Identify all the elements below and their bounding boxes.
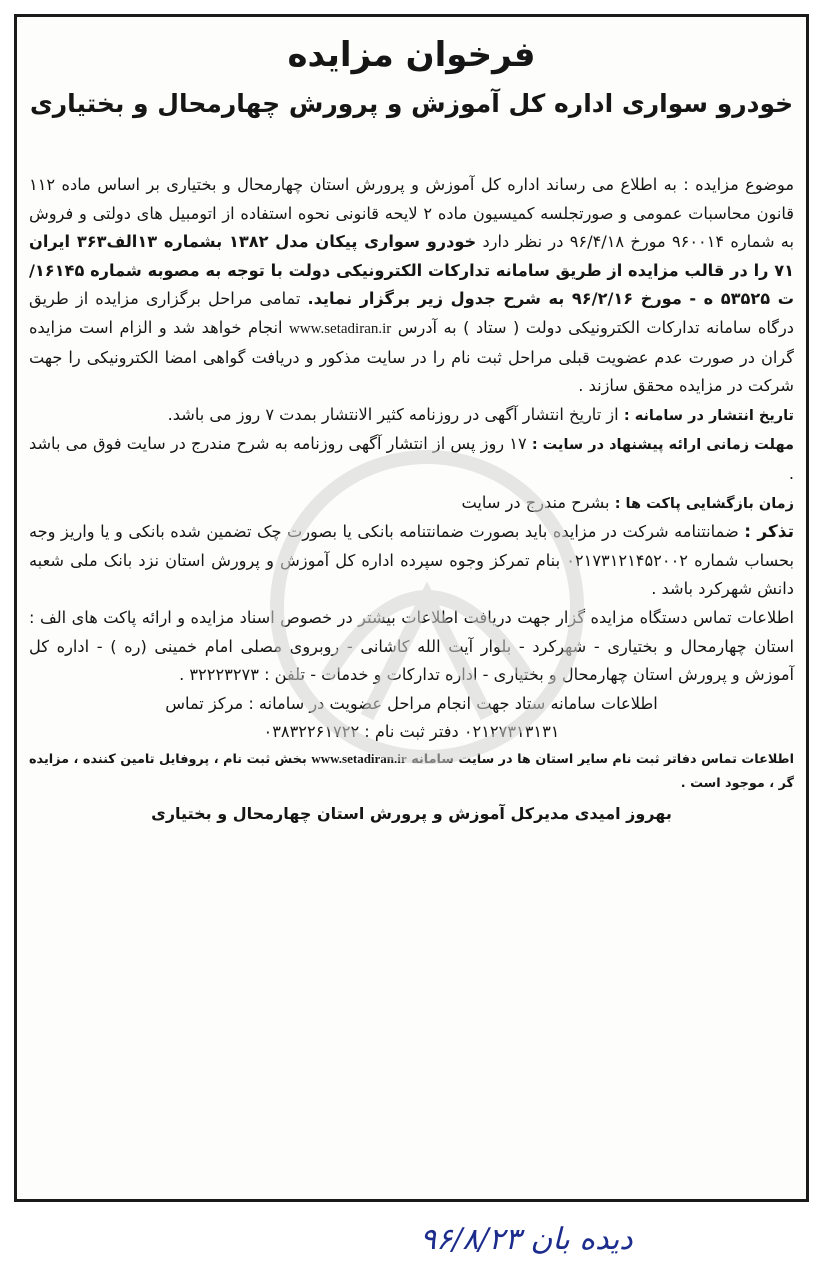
- handwritten-note: دیده بان ۹۶/۸/۲۳: [420, 1222, 633, 1257]
- setad-contact: [29, 690, 794, 747]
- intro-bold-text: خودرو سواری پیکان مدل ۱۳۸۲ بشماره ۱۳الف۳۶۳ ایران ۷۱ را در قالب مزایده از طریق سامانه تدارکات الکترونیکی دولت با توجه به مصوبه شماره ۱۶۱۴۵/ت ۵۳۵۲۵ ه - مورخ ۹۶/۲/۱۶ به شرح جدول زیر برگزار نماید.: [29, 232, 794, 309]
- intro-text-2: تمامی مراحل برگزاری مزایده از طریق درگاه سامانه تدارکات الکترونیکی دولت ( ستاد ) به آدرس: [29, 289, 794, 337]
- offices-url: www.setadiran.ir: [311, 750, 407, 766]
- note-row: [29, 518, 794, 604]
- setad-line-1: اطلاعات سامانه ستاد جهت انجام مراحل عضویت در سامانه : مرکز تماس: [165, 693, 658, 713]
- intro-paragraph: [29, 171, 794, 401]
- contact-paragraph: [29, 604, 794, 690]
- setad-url: www.setadiran.ir: [288, 320, 392, 337]
- page-title: فرخوان مزایده: [287, 35, 536, 75]
- opening-text: بشرح مندرج در سایت: [461, 492, 610, 512]
- contact-text: اطلاعات تماس دستگاه مزایده گزار جهت دریافت اطلاعات بیشتر در خصوص اسناد مزایده و ارائه پاکت های الف : استان چهارمحال و بختیاری - شهرکرد - بلوار آیت الله کاشانی - روبروی مصلی امام خمینی (ره ) - اداره کل آموزش و پرورش استان چهارمحال و بختیاری - اداره تدارکات و خدمات - تلفن : ۳۲۲۲۳۲۷۳ .: [29, 607, 794, 685]
- signature: بهروز امیدی مدیرکل آموزش و پرورش استان چهارمحال و بختیاری: [151, 803, 672, 823]
- deadline-text: ۱۷ روز پس از انتشار آگهی روزنامه به شرح مندرج در سایت فوق می باشد .: [29, 434, 794, 483]
- offices-text: اطلاعات تماس دفاتر ثبت نام سایر استان ها در سایت سامانه: [411, 751, 794, 767]
- note-text: ضمانتنامه شرکت در مزایده باید بصورت ضمانتنامه بانکی یا بصورت چک تضمین شده بانکی و یا واریز وجه بحساب شماره ۰۲۱۷۳۱۲۱۴۵۲۰۰۲ بنام تمرکز وجوه سپرده اداره کل آموزش و پرورش استان نزد بانک ملی شعبه دانش شهرکرد باشد .: [29, 522, 794, 599]
- intro-text-3: انجام خواهد شد و الزام است مزایده گران در صورت عدم عضویت قبلی مراحل ثبت نام را در سایت مذکور و دریافت گواهی امضا الکترونیکی را جهت شرکت در مزایده محقق سازند .: [29, 317, 794, 396]
- opening-label: زمان بازگشایی پاکت ها :: [614, 495, 794, 512]
- offices-text-2: بخش ثبت نام ، پروفایل تامین کننده ، مزایده گر ، موجود است .: [29, 751, 794, 791]
- publish-date-label: تاریخ انتشار در سامانه :: [623, 407, 794, 424]
- publish-date-row: [29, 401, 794, 431]
- page-subtitle: خودرو سواری اداره کل آموزش و پرورش چهارمحال و بختیاری: [29, 89, 794, 118]
- setad-line-2: ۰۲۱۲۷۳۱۳۱۳۱ دفتر ثبت نام : ۰۳۸۳۲۲۶۱۷۲۲: [263, 722, 560, 742]
- deadline-row: [29, 430, 794, 488]
- publish-date-text: از تاریخ انتشار آگهی در روزنامه کثیر الانتشار بمدت ۷ روز می باشد.: [167, 404, 619, 424]
- auction-notice: [14, 14, 809, 1202]
- intro-text: موضوع مزایده : به اطلاع می رساند اداره کل آموزش و پرورش استان چهارمحال و بختیاری بر اساس ماده ۱۱۲ قانون محاسبات عمومی و صورتجلسه کمیسیون ماده ۲ لایحه قانونی نحوه استفاده از اتومبیل های دولتی و فروش به شماره ۹۶۰۰۱۴ مورخ ۹۶/۴/۱۸ در نظر دارد: [29, 175, 795, 252]
- deadline-label: مهلت زمانی ارائه پیشنهاد در سایت :: [531, 437, 794, 454]
- opening-row: [29, 489, 794, 519]
- offices-paragraph: [29, 747, 794, 796]
- note-label: تذکر :: [744, 522, 794, 543]
